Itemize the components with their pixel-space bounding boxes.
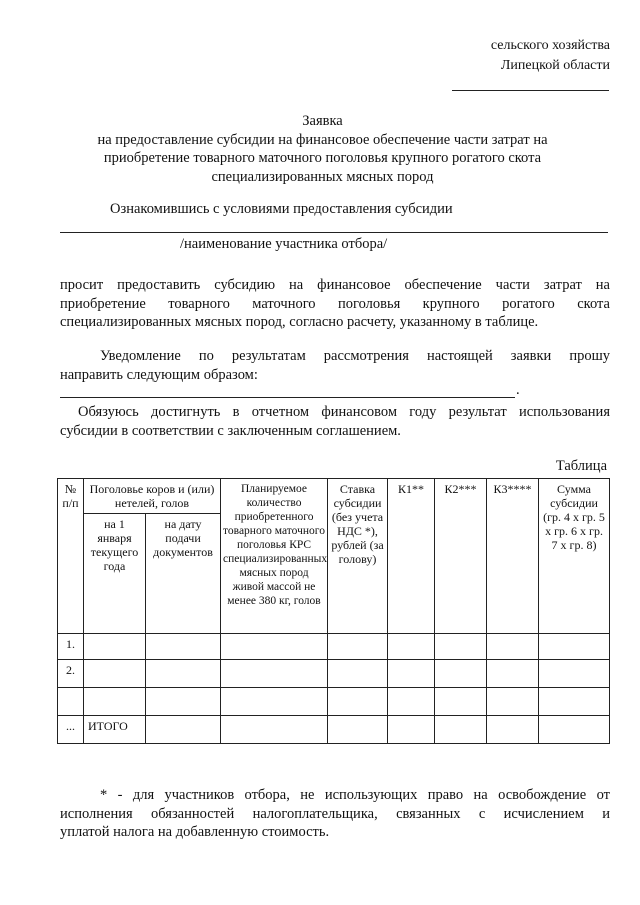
table-cell	[487, 634, 539, 660]
table-cell	[539, 660, 610, 688]
col-k2-header: К2***	[435, 479, 487, 634]
title-line-2: приобретение товарного маточного поголовья крупного рогатого скота	[103, 150, 542, 166]
table-cell	[328, 660, 388, 688]
acquainted-text: Ознакомившись с условиями предоставления субсидии	[110, 201, 453, 217]
obligation-paragraph	[60, 403, 610, 440]
notice-line-end: .	[516, 382, 520, 398]
col-k1-header: К1**	[388, 479, 435, 634]
table-cell	[539, 634, 610, 660]
request-line-2: приобретение товарного маточного поголовья крупного рогатого скота	[60, 295, 610, 312]
table-header-row	[58, 479, 610, 514]
col-submission-header: на дату подачи документов	[146, 514, 221, 634]
request-paragraph	[60, 276, 610, 332]
footnote-line-1: * - для участников отбора, не использующих право на освобождение от	[100, 787, 610, 803]
table-cell	[146, 716, 221, 744]
request-line-3: специализированных мясных пород, согласно расчету, указанному в таблице.	[60, 314, 539, 330]
row-num: ...	[58, 716, 84, 744]
table-cell	[435, 716, 487, 744]
title-line-3: специализированных мясных пород	[211, 168, 434, 185]
row-num: 2.	[58, 660, 84, 688]
table-cell	[221, 688, 328, 716]
notice-line-2: направить следующим образом:	[60, 366, 258, 383]
request-line-1: просит предоставить субсидию на финансовое обеспечение части затрат на	[60, 277, 610, 293]
table-cell	[539, 716, 610, 744]
col-livestock-header: Поголовье коров и (или) нетелей, голов	[84, 479, 221, 514]
table-cell	[328, 634, 388, 660]
col-rate-header: Ставка субсидии (без учета НДС *), рублей (за голову)	[328, 479, 388, 634]
col-jan1-header: на 1 января текущего года	[84, 514, 146, 634]
row-num	[58, 688, 84, 716]
table-cell	[487, 716, 539, 744]
table-cell	[388, 716, 435, 744]
table-cell	[388, 688, 435, 716]
footnote-line-3: уплатой налога на добавленную стоимость.	[60, 824, 330, 840]
table-row	[58, 660, 610, 688]
table-cell	[435, 634, 487, 660]
notice-line-1: Уведомление по результатам рассмотрения настоящей заявки прошу	[100, 348, 610, 364]
table-cell	[388, 634, 435, 660]
row-num: 1.	[58, 634, 84, 660]
table-cell	[539, 688, 610, 716]
table-cell	[221, 660, 328, 688]
header-line-2: Липецкой области	[500, 58, 610, 73]
col-k3-header: К3****	[487, 479, 539, 634]
subsidy-table	[57, 478, 610, 744]
table-cell	[221, 634, 328, 660]
table-row	[58, 688, 610, 716]
col-planned-header: Планируемое количество приобретенного товарного маточного поголовья КРС специализированных мясных пород живой массой не менее 380 кг, голов	[221, 479, 328, 634]
table-cell	[487, 660, 539, 688]
row-name	[84, 634, 146, 660]
header-recipient	[491, 36, 610, 76]
table-caption: Таблица	[555, 458, 607, 474]
table-cell	[146, 634, 221, 660]
table-cell	[388, 660, 435, 688]
table-cell	[435, 688, 487, 716]
table-cell	[221, 716, 328, 744]
table-cell	[146, 660, 221, 688]
title-word: Заявка	[302, 113, 343, 129]
col-num-header: № п/п	[58, 479, 84, 634]
obligation-line-1: Обязуюсь достигнуть в отчетном финансовом году результат использования	[78, 404, 610, 420]
participant-caption: /наименование участника отбора/	[180, 236, 388, 252]
footnote	[60, 786, 610, 842]
obligation-line-2: субсидии в соответствии с заключенным соглашением.	[60, 422, 401, 439]
footnote-line-2: исполнения обязанностей налогоплательщика, связанных с исчислением и	[60, 805, 610, 822]
table-cell	[328, 688, 388, 716]
row-name	[84, 660, 146, 688]
table-total-row	[58, 716, 610, 744]
table-cell	[487, 688, 539, 716]
participant-name-line	[60, 232, 608, 233]
header-line-1: сельского хозяйства	[490, 38, 610, 53]
row-name: ИТОГО	[84, 716, 146, 744]
header-signature-line	[452, 90, 609, 91]
notice-method-line	[60, 397, 515, 398]
table-cell	[328, 716, 388, 744]
table-cell	[435, 660, 487, 688]
title-line-1: на предоставление субсидии на финансовое обеспечение части затрат на	[97, 131, 548, 148]
table-cell	[146, 688, 221, 716]
col-sum-header: Сумма субсидии (гр. 4 х гр. 5 х гр. 6 х гр. 7 х гр. 8)	[539, 479, 610, 634]
notice-paragraph	[60, 347, 610, 384]
table-row	[58, 634, 610, 660]
row-name	[84, 688, 146, 716]
document-title	[60, 112, 585, 186]
